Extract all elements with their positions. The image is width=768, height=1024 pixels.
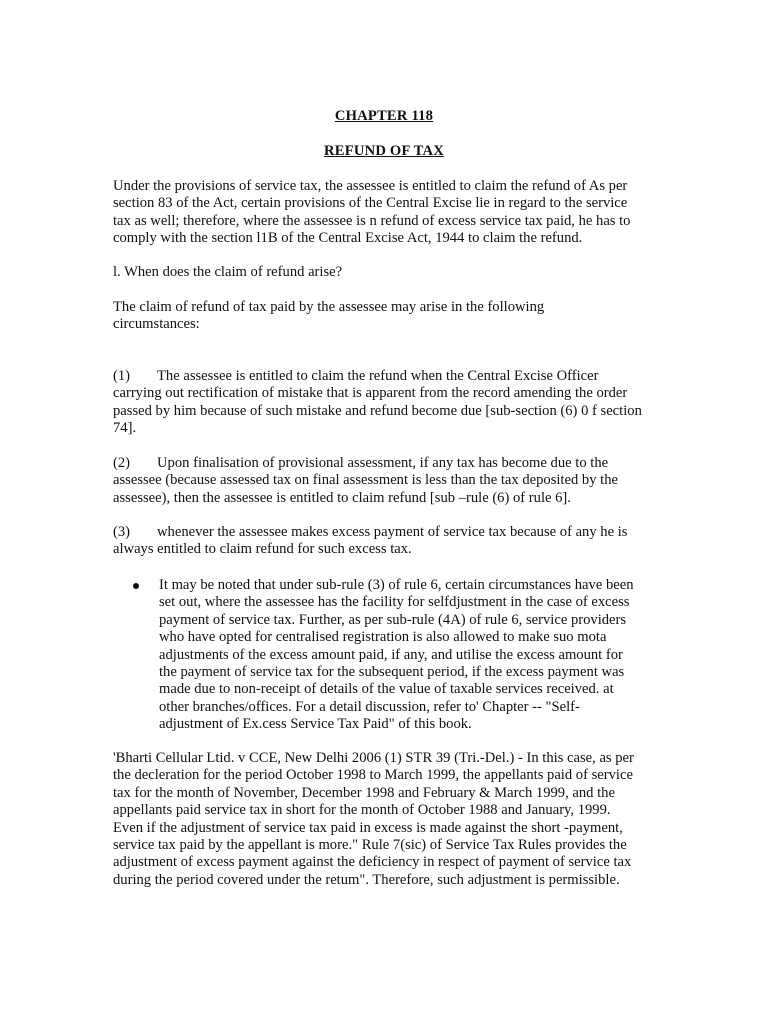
circumstance-item-2 [113,455,643,507]
item-text: whenever the assessee makes excess payment of service tax because of any he is always entitled to claim refund for such excess tax. [113,524,628,558]
question-heading: l. When does the claim of refund arise? [113,264,343,280]
bullet-icon [133,583,139,589]
item-number: (1) [113,368,131,384]
bullet-note [135,577,635,734]
bullet-text: It may be noted that under sub-rule (3) of rule 6, certain circumstances have been set out, where the assessee has the facility for selfdjustment in the case of excess payment of service tax. Further, as per sub-rule (4A) of rule 6, service providers who have opted for centralised registration is also allowed to make suo mota adjustments of the excess amount paid, if any, and utilise the excess amount for the payment of service tax for the subsequent period, if the excess payment was made due to non-receipt of details of the value of taxable services received. at other branches/offices. For a detail discussion, refer to' Chapter -- "Self-adjustment of Ex.cess Service Tax Paid" of this book. [159,577,634,733]
item-text: The assessee is entitled to claim the refund when the Central Excise Officer carrying out rectification of mistake that is apparent from the record amending the order passed by him because of such mistake and refund become due [sub-section (6) 0 f section 74]. [113,368,642,437]
chapter-heading: CHAPTER 118 [334,108,434,124]
circumstance-item-3 [113,524,643,559]
item-number: (2) [113,455,131,471]
item-text: Upon finalisation of provisional assessment, if any tax has become due to the assessee (because assessed tax on final assessment is less than the tax deposited by the assessee), then the assessee is entitled to claim refund [sub –rule (6) of rule 6]. [113,455,618,506]
section-title: REFUND OF TAX [324,143,444,159]
lead-in-paragraph: The claim of refund of tax paid by the assessee may arise in the following circumstances: [113,299,545,333]
item-number: (3) [113,524,131,540]
case-paragraph: 'Bharti Cellular Ltid. v CCE, New Delhi 2006 (1) STR 39 (Tri.-Del.) - In this case, as per the decleration for the period October 1998 to March 1999, the appellants paid of service tax for the month of November, December 1998 and February & March 1999, and the appellants paid service tax in short for the month of October 1988 and January, 1999. Even if the adjustment of service tax paid in excess is made against the short -payment, service tax paid by the appellant is more." Rule 7(sic) of Service Tax Rules provides the adjustment of excess payment against the deficiency in respect of payment of service tax during the period covered under the retum". Therefore, such adjustment is permissible. [113,750,634,888]
intro-paragraph: Under the provisions of service tax, the assessee is entitled to claim the refund of As per section 83 of the Act, certain provisions of the Central Excise lie in regard to the service tax as well; therefore, where the assessee is n refund of excess service tax paid, he has to comply with the section l1B of the Central Excise Act, 1944 to claim the refund. [113,178,631,247]
circumstance-item-1 [113,368,643,438]
